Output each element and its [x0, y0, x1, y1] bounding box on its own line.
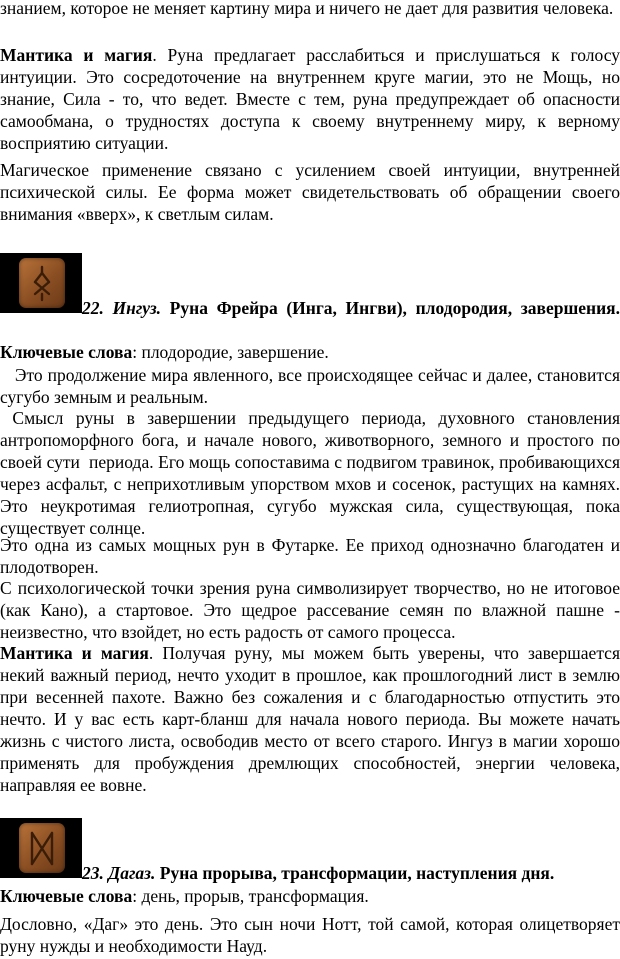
rune22-mantika-label: Мантика и магия	[0, 643, 149, 663]
rune22-mantika-text: . Получая руну, мы можем быть уверены, что завершается некий важный период, нечто уходит в прошлое, как прошлогодний лист в землю при весенней пахоте. Важно без сожаления и с благодарностью отпустить это нечто. И у вас есть карт-бланш для начала нового периода. Вы можете начать жизнь с чистого листа, освободив место от всего старого. Ингуз в магии хорошо применять для пробуждения дремлющих способностей, энергии человека, направляя ее вовне.	[0, 643, 620, 795]
rune22-mantika	[0, 642, 620, 796]
rune23-heading-line	[82, 862, 620, 884]
rune23-paragraph-1: Дословно, «Даг» это день. Это сын ночи Нотт, той самой, которая олицетворяет руну нужды и необходимости Науд.	[0, 914, 620, 956]
rune22-title: Руна Фрейра (Инга, Ингви), плодородия, завершения.	[161, 298, 620, 318]
rune23-keywords	[0, 885, 620, 907]
rune22-paragraph-3: Это одна из самых мощных рун в Футарке. Ее приход однозначно благодатен и плодотворен.	[0, 535, 620, 577]
rune22-paragraph-4: С психологической точки зрения руна символизирует творчество, но не итоговое (как Кано), а стартовое. Это щедрое рассевание семян по влажной пашне - неизвестно, что взойдет, но есть радость от самого процесса.	[0, 578, 620, 642]
rune23-keywords-text: : день, прорыв, трансформация.	[132, 886, 369, 906]
rune23-title: Руна прорыва, трансформации, наступления дня.	[155, 863, 555, 883]
rune22-paragraph-1: Это продолжение мира явленного, все происходящее сейчас и далее, становится сугубо земным и реальным.	[0, 365, 620, 407]
rune22-paragraph-2: Смысл руны в завершении предыдущего периода, духовного становления антропоморфного бога, и начале нового, животворного, земного и простого по своей сути периода. Его мощь сопоставима с подвигом травинок, пробивающихся через асфальт, с неприхотливым упорством мхов и сосенок, растущих на камнях. Это неукротимая гелиотропная, сугубо мужская сила, существующая, пока существует солнце.	[0, 408, 620, 538]
rune22-keywords-label: Ключевые слова	[0, 342, 133, 362]
rune22-keywords-text: : плодородие, завершение.	[132, 342, 329, 362]
rune22-number-name: 22. Ингуз.	[82, 298, 162, 318]
mantika-text: . Руна предлагает расслабиться и прислушаться к голосу интуиции. Это сосредоточение на внутреннем круге магии, это не Мощь, но знание, Сила - то, что ведет. Вместе с тем, руна предупреждает об опасности самообмана, о трудностях доступа к своему внутреннему миру, к верному восприятию ситуации.	[0, 45, 620, 153]
paragraph-mantika-1	[0, 44, 620, 154]
dagaz-rune-icon	[0, 818, 82, 878]
rune23-keywords-label: Ключевые слова	[0, 886, 133, 906]
mantika-label: Мантика и магия	[0, 45, 153, 65]
rune23-number-name: 23. Дагаз.	[82, 863, 156, 883]
paragraph-magic-use: Магическое применение связано с усилением своей интуиции, внутренней психической силы. Ее форма может свидетельствовать об обращении своего внимания «вверх», к светлым силам.	[0, 160, 620, 224]
rune22-heading-line	[0, 297, 620, 319]
paragraph-continuation: знанием, которое не меняет картину мира и ничего не дает для развития человека.	[0, 0, 614, 18]
rune22-keywords	[0, 341, 620, 363]
